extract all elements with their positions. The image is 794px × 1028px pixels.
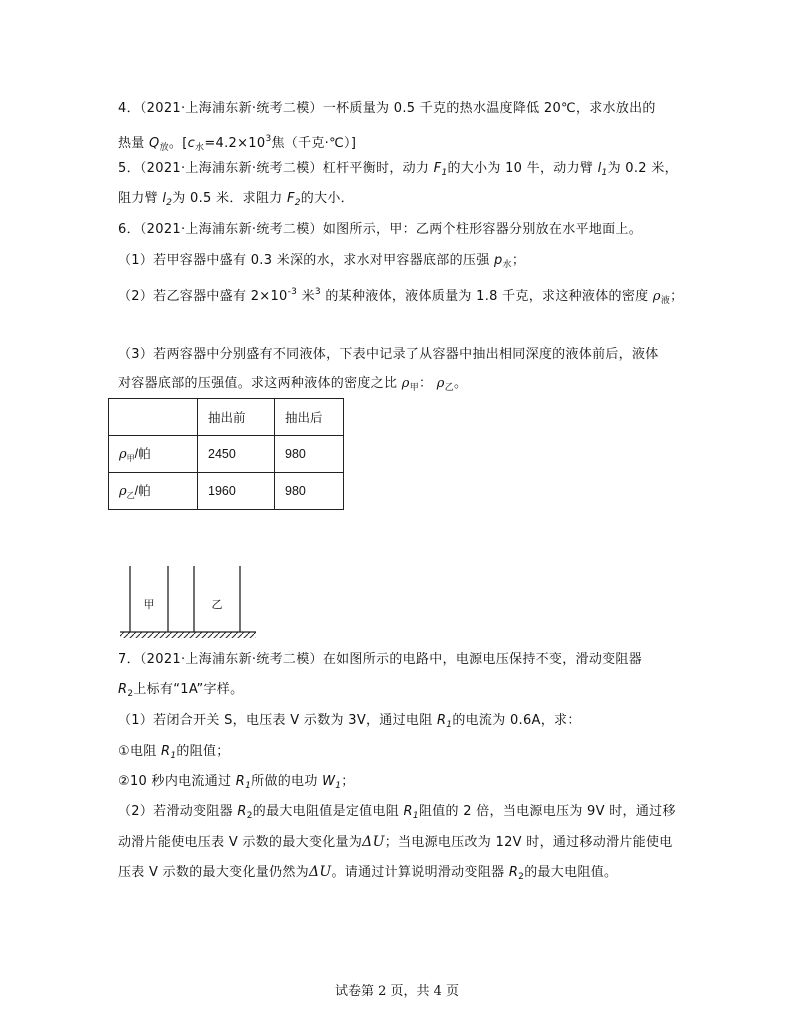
q7-symbol-r-sub: 2	[127, 689, 134, 699]
q6-part2	[118, 283, 683, 310]
q7-delta-u: ΔU	[308, 864, 332, 880]
q6-exponent: 3	[314, 287, 321, 297]
q7-sub2	[118, 773, 355, 795]
q6-part1	[118, 252, 525, 274]
q6-text: 。	[454, 376, 468, 391]
q5-text: 为 0.2 米，	[607, 161, 678, 176]
q7-part2-line3	[118, 863, 617, 886]
q7-text: ；当电源电压改为 12V 时，通过移动滑片能使电	[384, 835, 673, 850]
q4-exponent: 3	[265, 134, 272, 144]
q7-symbol-r-sub: 1	[245, 781, 252, 791]
q7-symbol-r: R	[235, 774, 246, 789]
pressure-table	[108, 398, 344, 510]
q6-symbol-rho-sub: 甲	[409, 383, 419, 393]
q7-symbol-r-sub: 1	[446, 720, 453, 730]
q7-sub1	[118, 743, 230, 765]
q6-text: ：	[419, 376, 437, 391]
table-cell: 980	[275, 473, 344, 510]
table-row	[109, 436, 344, 473]
q7-part1	[118, 712, 581, 734]
rho-subscript: 乙	[126, 491, 135, 500]
unit-label: /帕	[134, 484, 151, 498]
q7-text: 的电流为 0.6A，求：	[452, 713, 581, 728]
q6-text: 对容器底部的压强值。求这两种液体的密度之比	[118, 376, 402, 391]
q7-text: 动滑片能使电压表 V 示数的最大变化量为	[118, 835, 363, 850]
q7-text: 的最大电阻值。	[524, 865, 618, 880]
q6-symbol-rho: ρ	[652, 289, 661, 304]
unit-label: /帕	[134, 447, 151, 461]
q5-symbol-l: l	[162, 191, 167, 206]
q7-symbol-r: R	[508, 865, 519, 880]
q4-line2	[118, 130, 356, 157]
q5-line1	[118, 160, 678, 182]
q7-text: 所做的电功	[251, 774, 323, 789]
q5-text: 5．（2021·上海浦东新·统考二模）杠杆平衡时，动力	[118, 161, 434, 176]
table-header-cell: 抽出后	[275, 399, 344, 436]
q7-symbol-r: R	[161, 744, 171, 759]
q5-symbol-f: F	[433, 161, 442, 176]
q5-symbol-f-sub: 1	[441, 168, 448, 178]
table-header-cell: 抽出前	[198, 399, 275, 436]
q6-symbol-rho: ρ	[401, 376, 410, 391]
q4-text: 热量	[118, 136, 150, 151]
q7-part2-line1	[118, 803, 676, 825]
container-yi-label: 乙	[211, 598, 223, 611]
q6-text: ；	[511, 253, 526, 268]
q6-symbol-p: p	[493, 253, 503, 268]
table-row	[109, 473, 344, 510]
q7-symbol-r-sub: 1	[170, 751, 177, 761]
q6-symbol-p-sub: 水	[502, 260, 512, 270]
container-jia-label: 甲	[143, 598, 155, 611]
q4-symbol-c-sub: 水	[195, 143, 205, 153]
q5-text: 阻力臂	[118, 191, 163, 206]
q7-text: 。请通过计算说明滑动变阻器	[331, 865, 509, 880]
q7-symbol-w: W	[322, 774, 336, 789]
q7-text: 的最大电阻值是定值电阻	[252, 804, 404, 819]
q5-symbol-l: l	[597, 161, 602, 176]
rho-symbol: ρ	[119, 484, 127, 499]
q7-line2	[118, 681, 243, 703]
q5-text: 为 0.5 米．求阻力	[172, 191, 287, 206]
table-cell: 2450	[198, 436, 275, 473]
ground-hatch	[120, 632, 256, 638]
q5-text: 的大小为 10 牛，动力臂	[447, 161, 598, 176]
q6-symbol-rho: ρ	[436, 376, 445, 391]
q7-symbol-r-sub: 2	[518, 872, 525, 882]
q7-symbol-r: R	[118, 682, 128, 697]
q7-part2-line2	[118, 833, 673, 852]
q5-symbol-l-sub: 2	[166, 198, 173, 208]
q7-symbol-r: R	[237, 804, 247, 819]
q6-line1: 6．（2021·上海浦东新·统考二模）如图所示，甲：乙两个柱形容器分别放在水平地面上。	[118, 222, 643, 237]
q7-line1: 7．（2021·上海浦东新·统考二模）在如图所示的电路中，电源电压保持不变，滑动变阻器	[118, 652, 643, 667]
q5-symbol-l-sub: 1	[601, 168, 608, 178]
q4-text: 焦（千克·℃）]	[271, 136, 357, 151]
q5-symbol-f: F	[286, 191, 295, 206]
table-cell: 980	[275, 436, 344, 473]
q7-symbol-r-sub: 2	[246, 811, 253, 821]
q4-symbol-q-sub: 放	[159, 143, 169, 153]
table-cell: 1960	[198, 473, 275, 510]
q4-text: 。[	[168, 136, 188, 151]
containers-figure	[116, 562, 262, 642]
rho-symbol: ρ	[119, 447, 127, 462]
q6-text: ；	[670, 289, 684, 304]
q6-part3-line1: （3）若两容器中分别盛有不同液体，下表中记录了从容器中抽出相同深度的液体前后，液体	[118, 347, 659, 362]
q7-text: （1）若闭合开关 S，电压表 V 示数为 3V，通过电阻	[118, 713, 437, 728]
q7-text: 压表 V 示数的最大变化量仍然为	[118, 865, 309, 880]
q5-symbol-f-sub: 2	[294, 198, 301, 208]
table-row-label	[109, 473, 198, 510]
q7-symbol-r: R	[436, 713, 447, 728]
q6-text: （1）若甲容器中盛有 0.3 米深的水，求水对甲容器底部的压强	[118, 253, 494, 268]
q7-text: 阻值的 2 倍，当电源电压为 9V 时，通过移	[418, 804, 676, 819]
q6-part3-line2	[118, 375, 467, 397]
q4-line1: 4．（2021·上海浦东新·统考二模）一杯质量为 0.5 千克的热水温度降低 20℃，求水放出的	[118, 101, 656, 116]
q7-text: （2）若滑动变阻器	[118, 804, 238, 819]
q6-exponent: -3	[287, 287, 298, 297]
q6-text: 的某种液体，液体质量为 1.8 千克，求这种液体的密度	[320, 289, 653, 304]
table-row-label	[109, 436, 198, 473]
q7-text: ①电阻	[118, 744, 161, 759]
q6-symbol-rho-sub: 液	[660, 296, 671, 306]
q4-symbol-q: Q	[149, 136, 160, 151]
q7-text: 的阻值；	[176, 744, 230, 759]
q7-text: ②10 秒内电流通过	[118, 774, 236, 789]
page-footer: 试卷第 2 页，共 4 页	[334, 984, 460, 999]
table-header-cell	[109, 399, 198, 436]
q5-text: 的大小．	[300, 191, 354, 206]
q7-symbol-r-sub: 1	[412, 811, 419, 821]
rho-subscript: 甲	[126, 454, 135, 463]
q7-text: ；	[341, 774, 355, 789]
q7-symbol-r: R	[403, 804, 413, 819]
q4-symbol-c: c	[187, 136, 196, 151]
q6-symbol-rho-sub: 乙	[444, 383, 454, 393]
q6-text: （2）若乙容器中盛有 2×10	[118, 289, 288, 304]
q4-text: =4.2×10	[204, 136, 266, 151]
q7-delta-u: ΔU	[362, 834, 385, 850]
table-header-row	[109, 399, 344, 436]
q7-symbol-w-sub: 1	[335, 781, 342, 791]
q6-text: 米	[297, 289, 315, 304]
q5-line2	[118, 190, 354, 212]
q7-text: 上标有“1A”字样。	[133, 682, 244, 697]
